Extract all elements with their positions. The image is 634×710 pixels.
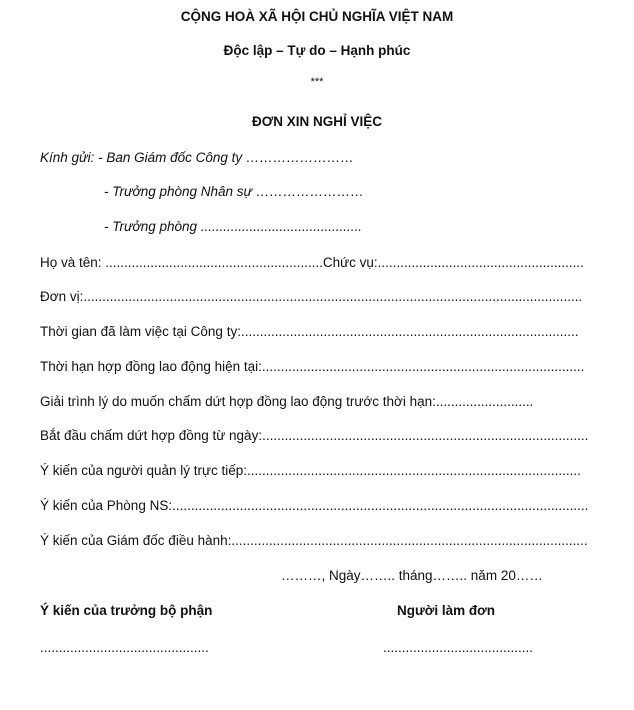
field-full-name-position: Họ và tên: ..........................................................Chức vụ:.......................................................	[40, 255, 584, 270]
recipient-line-3: - Trưởng phòng ...........................................	[104, 219, 363, 234]
field-time-worked: Thời gian đã làm việc tại Công ty:..........................................................................................	[40, 324, 579, 339]
field-reason: Giải trình lý do muốn chấm dứt hợp đồng lao động trước thời hạn:..........................	[40, 394, 534, 409]
field-ceo-opinion: Ý kiến của Giám đốc điều hành:...............................................................................................	[40, 533, 588, 548]
field-manager-opinion: Ý kiến của người quản lý trực tiếp:.........................................................................................	[40, 463, 581, 478]
recipient-line-1: Kính gửi: - Ban Giám đốc Công ty ……………………	[40, 150, 354, 165]
signature-label-applicant: Người làm đơn	[397, 603, 495, 618]
signature-line-department-head: .............................................	[40, 640, 209, 655]
separator: ***	[310, 76, 324, 88]
recipient-line-2: - Trưởng phòng Nhân sự ……………………	[104, 184, 364, 199]
date-line: ………, Ngày…….. tháng…….. năm 20……	[281, 568, 543, 583]
field-unit: Đơn vị:.....................................................................................................................................	[40, 289, 583, 304]
field-hr-opinion: Ý kiến của Phòng NS:...............................................................................................................	[40, 498, 589, 513]
field-contract-term: Thời hạn hợp đồng lao động hiện tại:......................................................................................	[40, 359, 585, 374]
signature-line-applicant: ........................................	[383, 640, 534, 655]
field-end-date: Bắt đầu chấm dứt hợp đồng từ ngày:.......................................................................................	[40, 428, 589, 443]
document-title: ĐƠN XIN NGHỈ VIỆC	[251, 114, 383, 129]
motto-heading: Độc lập – Tự do – Hạnh phúc	[223, 43, 411, 58]
country-heading: CỘNG HOÀ XÃ HỘI CHỦ NGHĨA VIỆT NAM	[180, 9, 454, 24]
signature-label-department-head: Ý kiến của trưởng bộ phận	[40, 603, 213, 618]
